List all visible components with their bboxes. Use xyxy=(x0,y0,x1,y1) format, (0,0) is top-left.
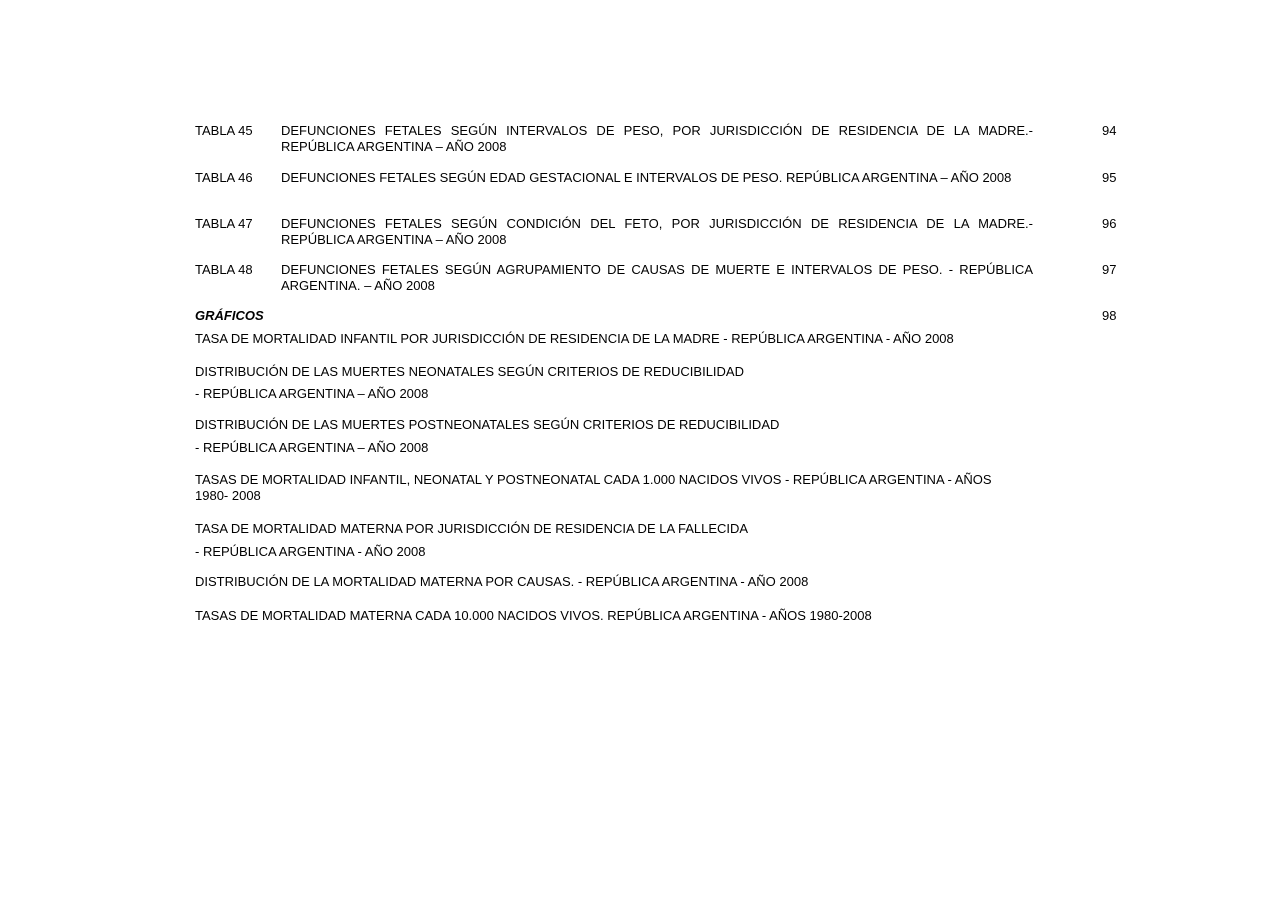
grafico-item-continuation[interactable]: - REPÚBLICA ARGENTINA – AÑO 2008 xyxy=(195,386,429,401)
grafico-item-continuation[interactable]: - REPÚBLICA ARGENTINA - AÑO 2008 xyxy=(195,544,426,559)
grafico-item[interactable]: DISTRIBUCIÓN DE LA MORTALIDAD MATERNA POR CAUSAS. - REPÚBLICA ARGENTINA - AÑO 2008 xyxy=(195,574,809,589)
grafico-item[interactable]: DISTRIBUCIÓN DE LAS MUERTES POSTNEONATALES SEGÚN CRITERIOS DE REDUCIBILIDAD xyxy=(195,417,780,432)
toc-entry-text: DEFUNCIONES FETALES SEGÚN CONDICIÓN DEL FETO, POR JURISDICCIÓN DE RESIDENCIA DE LA MADRE.- REPÚBLICA ARGENTINA – AÑO 2008 xyxy=(281,216,1033,247)
toc-entry-page-number: 95 xyxy=(1102,170,1117,185)
toc-section-page-number: 98 xyxy=(1102,308,1117,323)
grafico-item[interactable]: TASAS DE MORTALIDAD INFANTIL, NEONATAL Y POSTNEONATAL CADA 1.000 NACIDOS VIVOS - REPÚBLICA ARGENTINA - AÑOS 1980- 2008 xyxy=(195,472,992,503)
toc-entry-text: DEFUNCIONES FETALES SEGÚN INTERVALOS DE PESO, POR JURISDICCIÓN DE RESIDENCIA DE LA MADRE.- REPÚBLICA ARGENTINA – AÑO 2008 xyxy=(281,123,1033,154)
grafico-item[interactable]: TASA DE MORTALIDAD INFANTIL POR JURISDICCIÓN DE RESIDENCIA DE LA MADRE - REPÚBLICA ARGENTINA - AÑO 2008 xyxy=(195,331,954,346)
grafico-item[interactable]: DISTRIBUCIÓN DE LAS MUERTES NEONATALES SEGÚN CRITERIOS DE REDUCIBILIDAD xyxy=(195,364,744,379)
toc-entry-text: DEFUNCIONES FETALES SEGÚN EDAD GESTACIONAL E INTERVALOS DE PESO. REPÚBLICA ARGENTINA – AÑO 2008 xyxy=(281,170,1012,185)
toc-entry-page-number: 97 xyxy=(1102,262,1117,277)
toc-entry-label: TABLA 46 xyxy=(195,170,253,185)
toc-entry-text: DEFUNCIONES FETALES SEGÚN AGRUPAMIENTO DE CAUSAS DE MUERTE E INTERVALOS DE PESO. - REPÚBLICA ARGENTINA. – AÑO 2008 xyxy=(281,262,1033,293)
grafico-item-continuation[interactable]: - REPÚBLICA ARGENTINA – AÑO 2008 xyxy=(195,440,429,455)
toc-entry-label: TABLA 45 xyxy=(195,123,253,138)
section-heading: GRÁFICOS xyxy=(195,308,264,323)
toc-entry-page-number: 96 xyxy=(1102,216,1117,231)
grafico-item[interactable]: TASA DE MORTALIDAD MATERNA POR JURISDICCIÓN DE RESIDENCIA DE LA FALLECIDA xyxy=(195,521,749,536)
toc-entry-page-number: 94 xyxy=(1102,123,1117,138)
toc-entry-label: TABLA 48 xyxy=(195,262,253,277)
toc-entry-label: TABLA 47 xyxy=(195,216,253,231)
grafico-item[interactable]: TASAS DE MORTALIDAD MATERNA CADA 10.000 NACIDOS VIVOS. REPÚBLICA ARGENTINA - AÑOS 1980-2008 xyxy=(195,608,872,623)
